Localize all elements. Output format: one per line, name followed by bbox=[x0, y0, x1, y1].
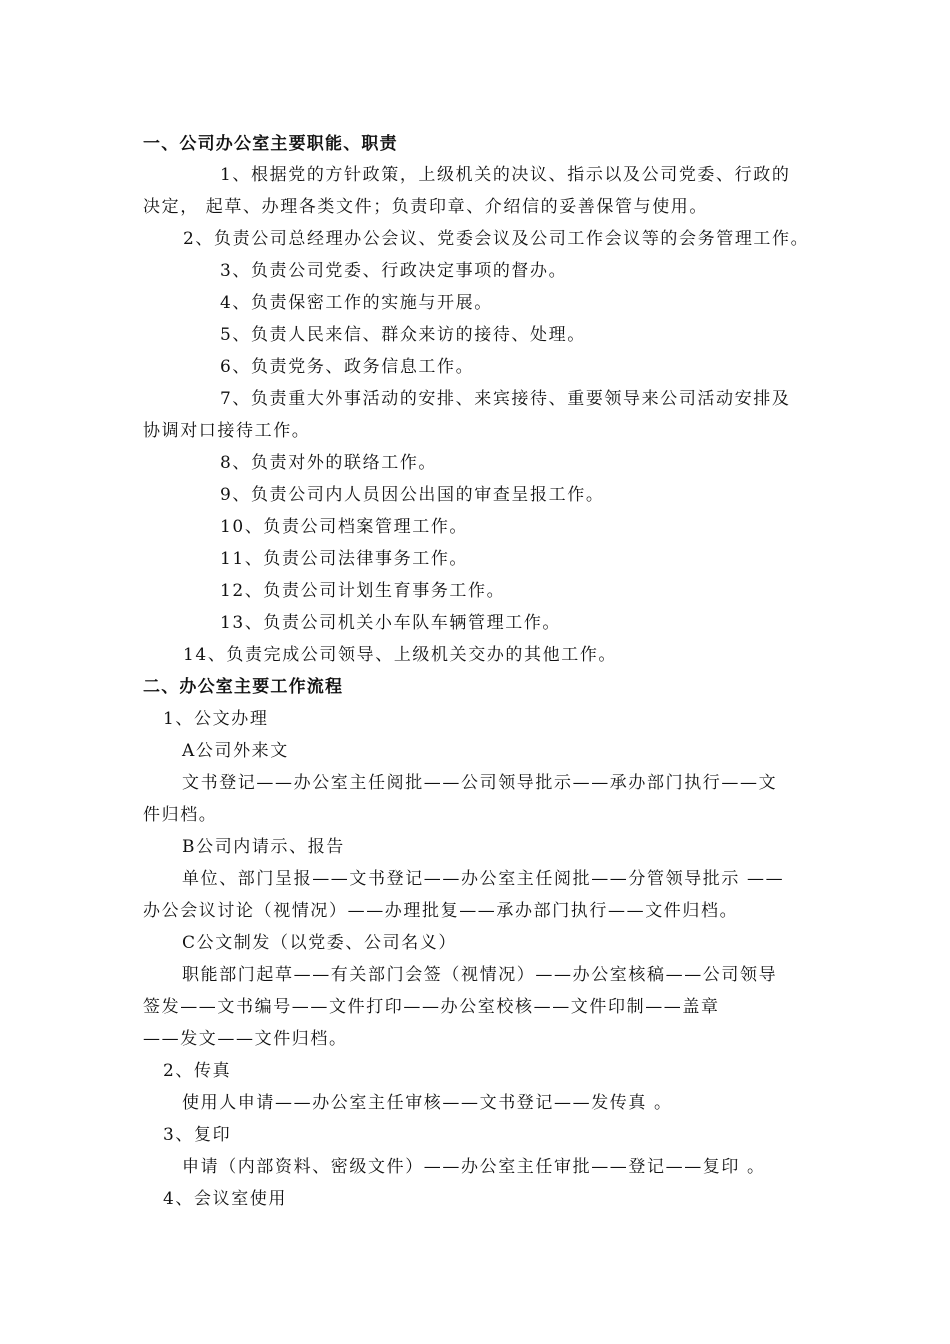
duty-item-13: 13、负责公司机关小车队车辆管理工作。 bbox=[220, 613, 562, 633]
duty-item-7: 7、负责重大外事活动的安排、来宾接待、重要领导来公司活动安排及 bbox=[220, 389, 791, 409]
section-1-heading: 一、公司办公室主要职能、职责 bbox=[143, 134, 398, 154]
process-flow-issuing-end: ——发文——文件归档。 bbox=[143, 1029, 348, 1049]
process-flow-issuing: 职能部门起草——有关部门会签（视情况）——办公室核稿——公司领导 bbox=[182, 965, 778, 985]
process-subheading-external-documents: A公司外来文 bbox=[182, 741, 289, 761]
duty-item-8: 8、负责对外的联络工作。 bbox=[220, 453, 438, 473]
process-flow-issuing-continued: 签发——文书编号——文件打印——办公室校核——文件印制——盖章 bbox=[143, 997, 720, 1017]
duty-item-9: 9、负责公司内人员因公出国的审查呈报工作。 bbox=[220, 485, 605, 505]
duty-item-3: 3、负责公司党委、行政决定事项的督办。 bbox=[220, 261, 568, 281]
process-flow-external: 文书登记——办公室主任阅批——公司领导批示——承办部门执行——文 bbox=[182, 773, 778, 793]
process-heading-fax: 2、传真 bbox=[163, 1061, 232, 1081]
process-subheading-issuing-documents: C公文制发（以党委、公司名义） bbox=[182, 933, 458, 953]
process-heading-meeting-room: 4、会议室使用 bbox=[163, 1189, 288, 1209]
duty-item-11: 11、负责公司法律事务工作。 bbox=[220, 549, 469, 569]
process-flow-internal-continued: 办公会议讨论（视情况）——办理批复——承办部门执行——文件归档。 bbox=[143, 901, 739, 921]
process-subheading-internal-requests: B公司内请示、报告 bbox=[182, 837, 345, 857]
process-flow-external-continued: 件归档。 bbox=[143, 805, 218, 825]
duty-item-10: 10、负责公司档案管理工作。 bbox=[220, 517, 469, 537]
duty-item-1: 1、根据党的方针政策，上级机关的决议、指示以及公司党委、行政的 bbox=[220, 165, 791, 185]
duty-item-12: 12、负责公司计划生育事务工作。 bbox=[220, 581, 506, 601]
process-heading-copying: 3、复印 bbox=[163, 1125, 232, 1145]
duty-item-1-continued: 决定， 起草、办理各类文件；负责印章、介绍信的妥善保管与使用。 bbox=[143, 197, 709, 217]
duty-item-2: 2、负责公司总经理办公会议、党委会议及公司工作会议等的会务管理工作。 bbox=[183, 229, 810, 249]
process-flow-internal: 单位、部门呈报——文书登记——办公室主任阅批——分管领导批示 —— bbox=[182, 869, 785, 889]
duty-item-14: 14、负责完成公司领导、上级机关交办的其他工作。 bbox=[183, 645, 618, 665]
process-flow-fax: 使用人申请——办公室主任审核——文书登记——发传真 。 bbox=[182, 1093, 673, 1113]
duty-item-7-continued: 协调对口接待工作。 bbox=[143, 421, 311, 441]
duty-item-6: 6、负责党务、政务信息工作。 bbox=[220, 357, 475, 377]
process-heading-document-handling: 1、公文办理 bbox=[163, 709, 269, 729]
duty-item-5: 5、负责人民来信、群众来访的接待、处理。 bbox=[220, 325, 586, 345]
section-2-heading: 二、办公室主要工作流程 bbox=[143, 677, 344, 697]
process-flow-copying: 申请（内部资料、密级文件）——办公室主任审批——登记——复印 。 bbox=[182, 1157, 766, 1177]
duty-item-4: 4、负责保密工作的实施与开展。 bbox=[220, 293, 493, 313]
